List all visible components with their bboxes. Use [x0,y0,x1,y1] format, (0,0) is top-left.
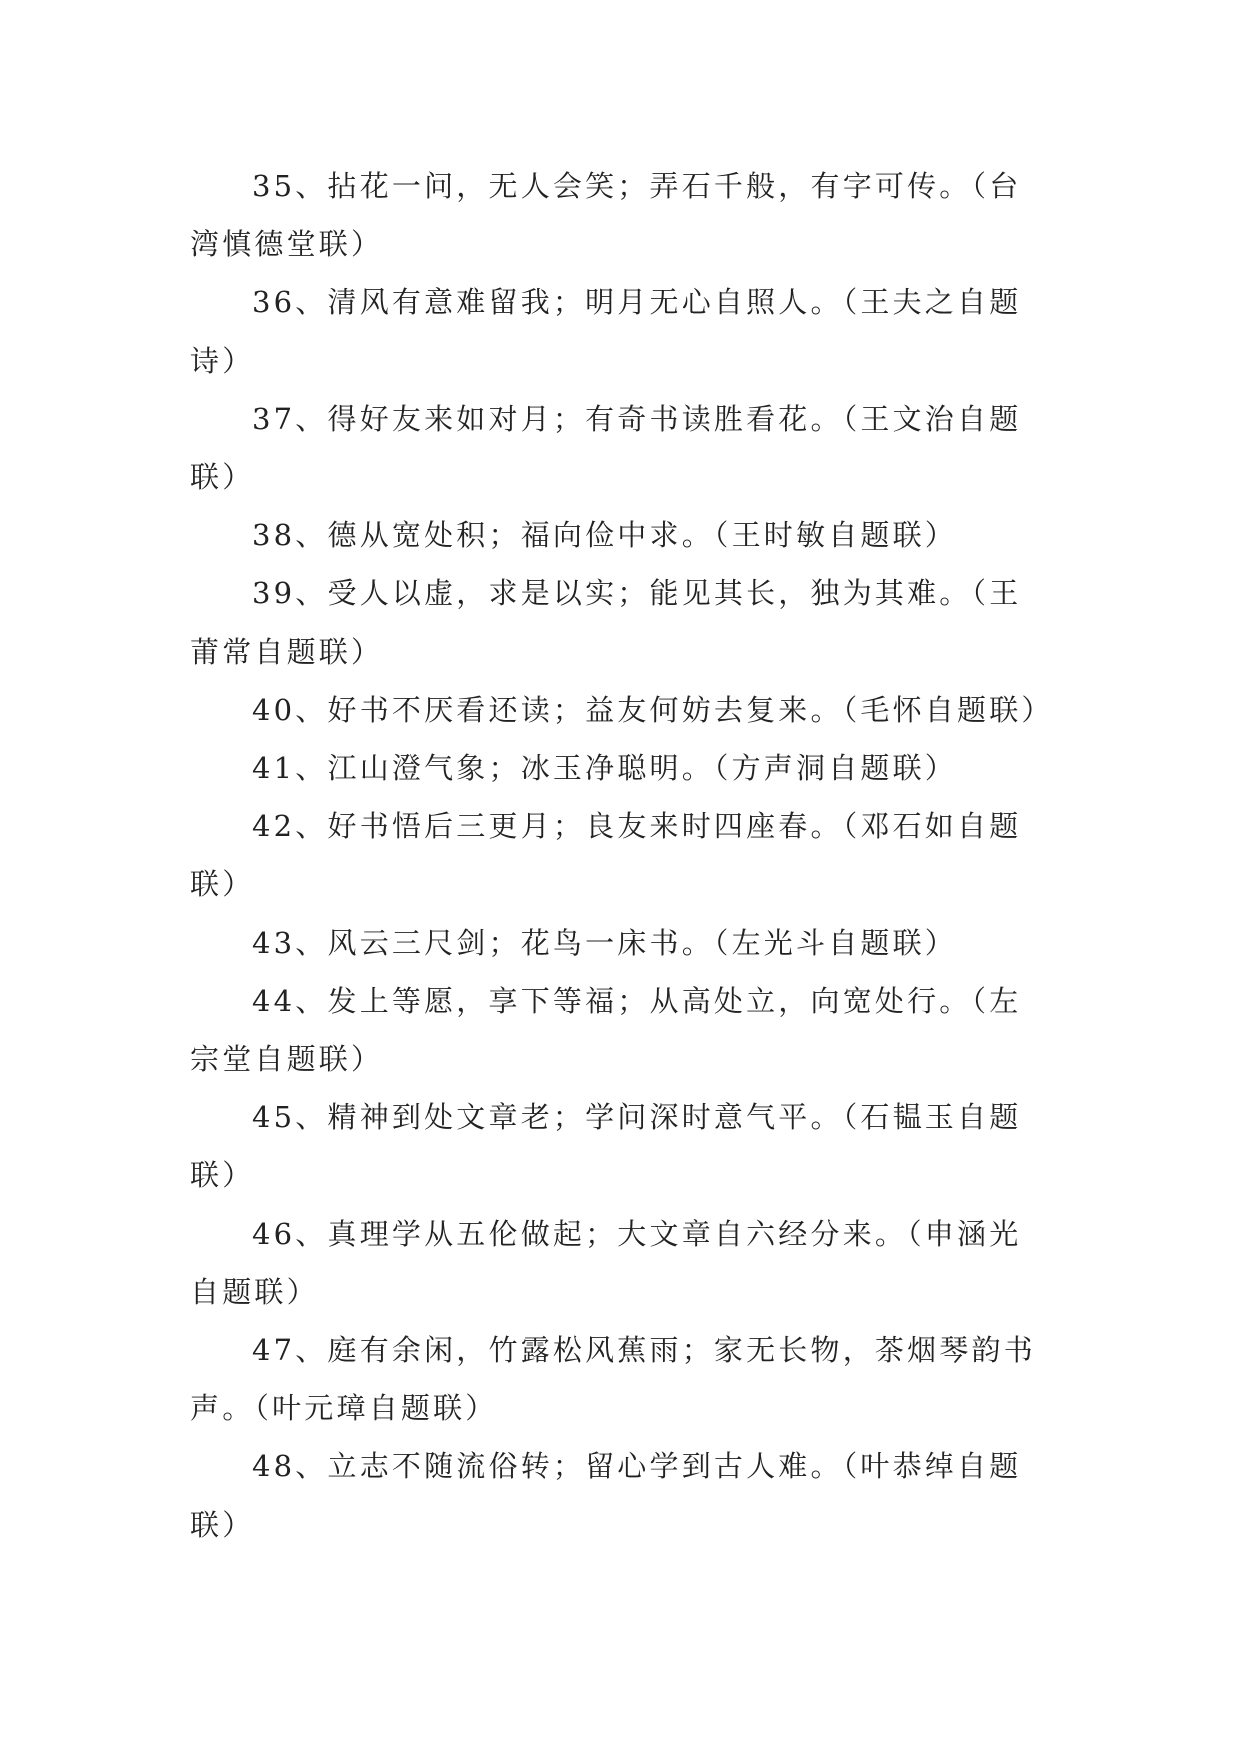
entry-line: 41、江山澄气象；冰玉净聪明。（方声洞自题联） [252,751,958,786]
list-item [190,1205,1056,1321]
entry-line: 35、拈花一问，无人会笑；弄石千般，有字可传。（台 [252,169,1022,203]
list-item [190,1437,1056,1553]
entry-line: 43、风云三尺剑；花鸟一床书。（左光斗自题联） [252,925,958,960]
list-item [190,390,1056,506]
list-item [190,681,1056,739]
list-item [190,972,1056,1088]
list-item [190,914,1056,972]
entry-line: 44、发上等愿，享下等福；从高处立，向宽处行。（左 [252,983,1022,1018]
list-item [190,739,1056,797]
document-body [190,157,1056,1554]
entry-line: 宗堂自题联） [190,1042,384,1077]
entry-line: 联） [190,1507,255,1542]
entry-line: 莆常自题联） [190,634,384,669]
entry-line: 诗） [190,343,255,378]
list-item [190,157,1056,273]
entry-line: 39、受人以虚，求是以实；能见其长，独为其难。（王 [252,576,1022,611]
entry-line: 47、庭有余闲，竹露松风蕉雨；家无长物，茶烟琴韵书 [252,1333,1036,1368]
entry-line: 46、真理学从五伦做起；大文章自六经分来。（申涵光 [252,1216,1022,1251]
entry-line: 37、得好友来如对月；有奇书读胜看花。（王文治自题 [252,401,1022,436]
list-item [190,506,1056,564]
entry-line: 38、德从宽处积；福向俭中求。（王时敏自题联） [252,518,958,553]
entry-line: 联） [190,1158,255,1193]
entry-line: 45、精神到处文章老；学问深时意气平。（石韫玉自题 [252,1100,1022,1135]
list-item [190,273,1056,389]
list-item [190,1088,1056,1204]
entry-line: 联） [190,867,255,902]
list-item [190,1321,1056,1437]
list-item [190,797,1056,913]
entry-line: 自题联） [190,1274,319,1309]
entry-line: 36、清风有意难留我；明月无心自照人。（王夫之自题 [252,285,1022,320]
entry-line: 声。（叶元璋自题联） [190,1391,498,1426]
entry-line: 湾慎德堂联） [190,227,384,262]
entry-line: 48、立志不随流俗转；留心学到古人难。（叶恭绰自题 [252,1449,1022,1484]
entry-line: 联） [190,460,255,495]
entry-line: 42、好书悟后三更月；良友来时四座春。（邓石如自题 [252,809,1022,844]
entry-line: 40、好书不厌看还读；益友何妨去复来。（毛怀自题联） [252,692,1054,727]
list-item [190,564,1056,680]
